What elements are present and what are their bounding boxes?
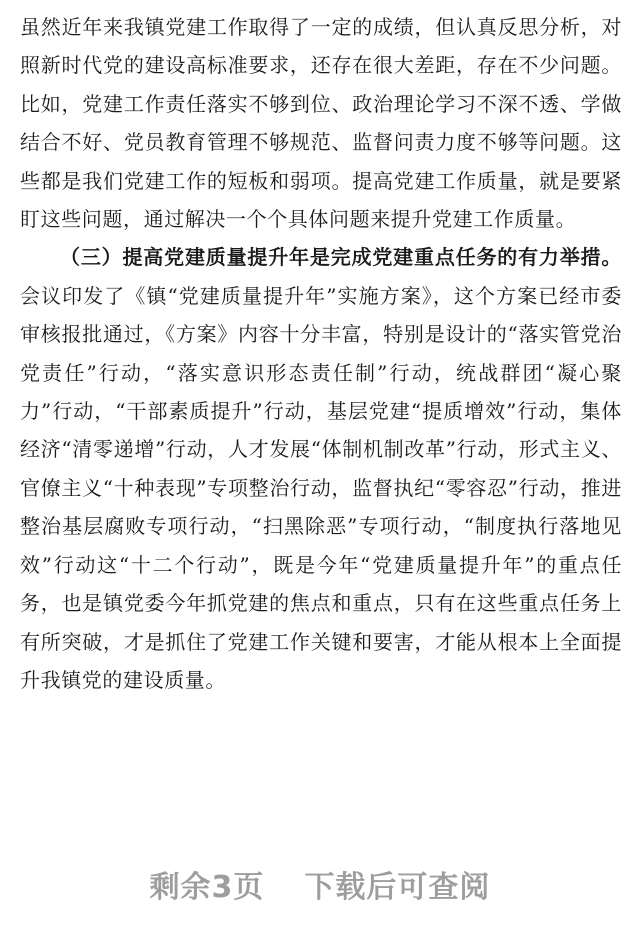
paragraph-section-three (20, 238, 622, 699)
section-three-heading: （三）提高党建质量提升年是完成党建重点任务的有力举措。 (60, 245, 622, 270)
document-body (20, 4, 622, 699)
paragraph-problems: 虽然近年来我镇党建工作取得了一定的成绩，但认真反思分析，对照新时代党的建设高标准要求，还存在很大差距，存在不少问题。比如，党建工作责任落实不够到位、政治理论学习不深不透、学做结合不好、党员教育管理不够规范、监督问责力度不够等问题。这些都是我们党建工作的短板和弱项。提高党建工作质量，就是要紧盯这些问题，通过解决一个个具体问题来提升党建工作质量。 (20, 15, 622, 232)
section-three-body: 会议印发了《镇“党建质量提升年”实施方案》，这个方案已经市委审核报批通过，《方案》内容十分丰富，特别是设计的“落实管党治党责任”行动，“落实意识形态责任制”行动，统战群团“凝心聚力”行动，“干部素质提升”行动，基层党建“提质增效”行动，集体经济“清零递增”行动，人才发展“体制机制改革”行动，形式主义、官僚主义“十种表现”专项整治行动，监督执纪“零容忍”行动，推进整治基层腐败专项行动，“扫黑除恶”专项行动，“制度执行落地见效”行动这“十二个行动”，既是今年“党建质量提升年”的重点任务，也是镇党委今年抓党建的焦点和重点，只有在这些重点任务上有所突破，才是抓住了党建工作关键和要害，才能从根本上全面提升我镇党的建设质量。 (20, 283, 622, 692)
download-prompt-label: 下载后可查阅 (304, 870, 491, 905)
download-banner[interactable] (0, 862, 640, 906)
remaining-pages-label: 剩余3页 (149, 870, 265, 905)
